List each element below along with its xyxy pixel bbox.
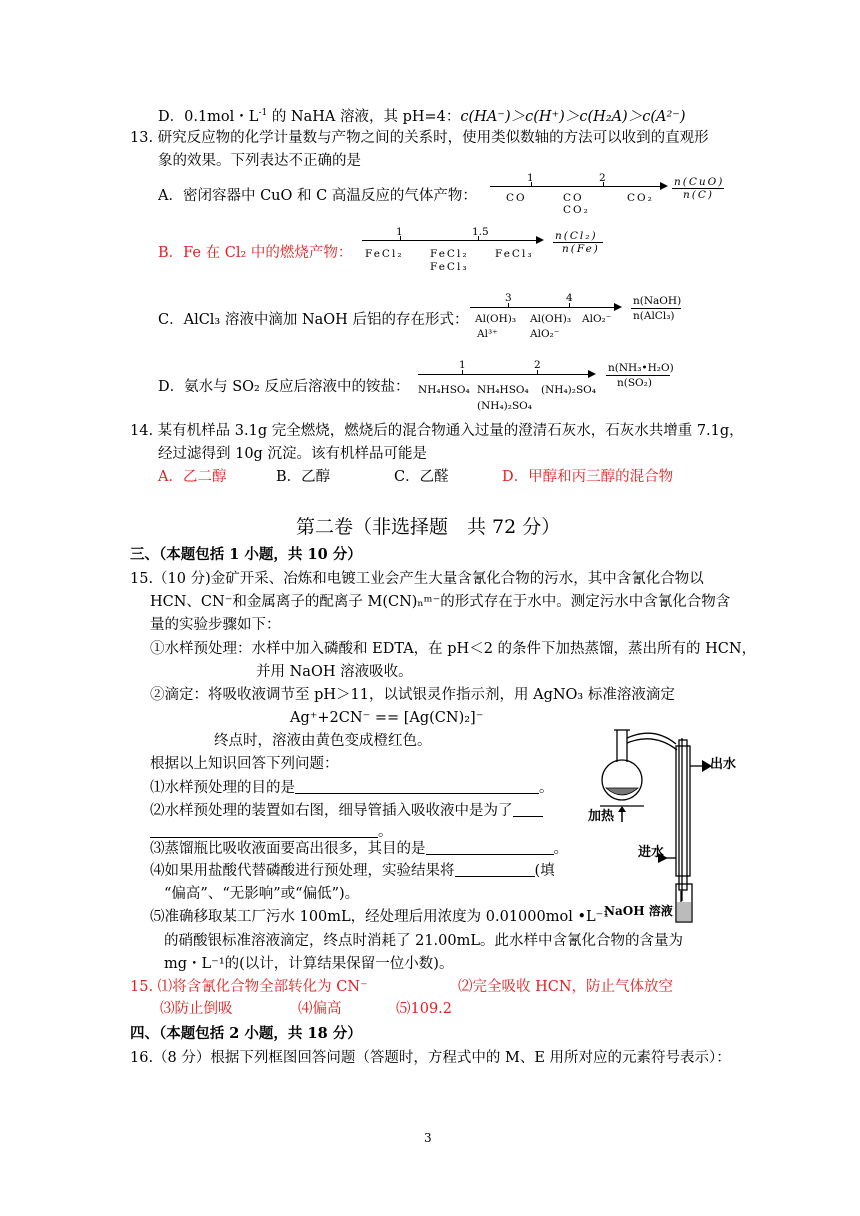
q13c-region-1b: Al³⁺ [477, 328, 498, 340]
q15-answer-2: ⑵完全吸收 HCN，防止气体放空 [458, 979, 674, 995]
q15-sub2-cont: 。 [150, 823, 393, 841]
q13d-text: D．氨水与 SO₂ 反应后溶液中的铵盐： [158, 379, 410, 395]
q13b-tick-2: 1.5 [472, 226, 489, 238]
q15-step1: ①水样预处理：水样中加入磷酸和 EDTA，在 pH＜2 的条件下加热蒸馏，蒸出所有的 HCN， [150, 641, 757, 657]
q15-sub3: ⑶蒸馏瓶比吸收液面要高出很多，其目的是 。 [150, 841, 568, 857]
q13b-ratio-bottom: n(Fe) [562, 243, 600, 255]
q14-line1: 14. 某有机样品 3.1g 完全燃烧，燃烧后的混合物通入过量的澄清石灰水，石灰水共增重 7.1g， [130, 423, 744, 439]
q15-sub5-cont1: 的硝酸银标准溶液滴定，终点时消耗了 21.00mL。此水样中含氰化合物的含量为 [164, 933, 683, 949]
q13d-region-3: (NH₄)₂SO₄ [541, 384, 596, 396]
q13-line1: 13. 研究反应物的化学计量数与产物之间的关系时，使用类似数轴的方法可以收到的直观形 [130, 130, 709, 146]
q15-sub1-blank[interactable] [295, 779, 539, 794]
part2-title: 第二卷（非选择题 共 72 分） [296, 516, 561, 538]
q13a-region-3: CO₂ [627, 192, 654, 204]
q13a-text: A．密闭容器中 CuO 和 C 高温反应的气体产物： [158, 188, 477, 204]
q13c-region-1a: Al(OH)₃ [475, 313, 517, 325]
q13d-region-1: NH₄HSO₄ [418, 384, 470, 396]
q13d-tick-2: 2 [534, 359, 541, 371]
q15-answer-5: ⑸109.2 [396, 1001, 453, 1017]
q13c-tick-1: 3 [505, 292, 512, 304]
q14-option-c: C．乙醛 [394, 469, 449, 485]
page-number: 3 [424, 1131, 432, 1145]
q13b-ratio-top: n(Cl₂) [555, 230, 598, 242]
q12-option-d [158, 104, 686, 126]
q15-sub4: ⑷如果用盐酸代替磷酸进行预处理，实验结果将 (填 [150, 863, 555, 879]
q13d-ratio-top: n(NH₃•H₂O) [608, 362, 674, 374]
figure-label-heat: 加热 [588, 809, 615, 824]
q13c-region-2b: AlO₂⁻ [530, 328, 560, 340]
q13a-tick-1: 1 [527, 172, 534, 184]
q15-step2: ②滴定：将吸收液调节至 pH＞11，以试银灵作指示剂，用 AgNO₃ 标准溶液滴定 [150, 687, 675, 703]
q15-endpoint: 终点时，溶液由黄色变成橙红色。 [214, 733, 432, 749]
q15-sub4-text: ⑷如果用盐酸代替磷酸进行预处理，实验结果将 [150, 863, 455, 879]
q15-equation: Ag⁺+2CN⁻ == [Ag(CN)₂]⁻ [290, 710, 484, 726]
q13c-region-2a: Al(OH)₃ [530, 313, 572, 325]
q13b-region-1: FeCl₂ [365, 248, 404, 260]
q15-sub4-cont: “偏高”、“无影响”或“偏低”)。 [164, 886, 360, 902]
section3-title: 三、（本题包括 1 小题，共 10 分） [130, 546, 362, 563]
q12d-prefix: D．0.1mol・L [158, 109, 259, 125]
q15-sub2 [150, 802, 543, 820]
q13a-region-1: CO [506, 192, 527, 204]
q15-answer-1: 15. ⑴将含氰化合物全部转化为 CN⁻ [130, 979, 368, 995]
q15-sub3-blank[interactable] [426, 840, 554, 855]
q14-option-b: B．乙醇 [276, 469, 331, 485]
figure-label-water-in: 进水 [638, 845, 665, 860]
q15-sub5-cont2: mg・L⁻¹的(以计，计算结果保留一位小数)。 [164, 956, 454, 972]
q16-line1: 16.（8 分）根据下列框图回答问题（答题时，方程式中的 M、E 用所对应的元素符号表示）： [130, 1050, 731, 1066]
q13d-ratio-bottom: n(SO₂) [617, 377, 652, 389]
q13a-ratio-bottom: n(C) [683, 189, 714, 201]
q13c-tick-2: 4 [566, 292, 573, 304]
q15-sub3-text: ⑶蒸馏瓶比吸收液面要高出很多，其目的是 [150, 841, 426, 857]
q15-sub4-blank[interactable] [455, 862, 535, 877]
section4-title: 四、（本题包括 2 小题，共 18 分） [130, 1025, 362, 1042]
q15-sub5: ⑸准确移取某工厂污水 100mL，经处理后用浓度为 0.01000mol •L⁻¹ [150, 909, 610, 925]
q13a-ratio-top: n(CuO) [674, 176, 725, 188]
q15-sub2-text: ⑵水样预处理的装置如右图，细导管插入吸收液中是为了 [150, 803, 513, 819]
q12d-unit-sup: -1 [258, 108, 268, 118]
q14-line2: 经过滤得到 10g 沉淀。该有机样品可能是 [158, 446, 427, 462]
q15-line3: 量的实验步骤如下： [150, 617, 281, 633]
q15-answer-3: ⑶防止倒吸 [160, 1001, 233, 1017]
q14-option-a: A．乙二醇 [158, 469, 227, 485]
q15-sub1-text: ⑴水样预处理的目的是 [150, 780, 295, 796]
q13a-region-2b: CO₂ [563, 204, 590, 216]
q15-sub2-blank-b[interactable] [150, 823, 378, 838]
q15-prompt: 根据以上知识回答下列问题： [150, 756, 339, 772]
q13b-region-3: FeCl₃ [495, 248, 534, 260]
q13d-region-2b: (NH₄)₂SO₄ [477, 400, 532, 412]
q13b-tick-1: 1 [396, 226, 403, 238]
q13b-region-2b: FeCl₃ [430, 261, 469, 273]
q15-line1: 15.（10 分)金矿开采、冶炼和电镀工业会产生大量含氰化合物的污水，其中含氰化合物以 [130, 571, 704, 587]
q13c-text: C．AlCl₃ 溶液中滴加 NaOH 后铝的存在形式： [158, 312, 469, 328]
q15-line2: HCN、CN⁻和金属离子的配离子 M(CN)ₙᵐ⁻的形式存在于水中。测定污水中含氰化合物含 [150, 594, 731, 610]
q15-sub1: ⑴水样预处理的目的是 。 [150, 780, 554, 796]
q13a-region-2a: CO [563, 192, 584, 204]
q15-sub2-blank-a[interactable] [513, 802, 543, 817]
q15-answer-4: ⑷偏高 [298, 1001, 342, 1017]
q12d-mid: 的 NaHA 溶液，其 pH=4： [267, 109, 461, 125]
q13c-ratio-top: n(NaOH) [633, 295, 682, 307]
figure-label-naoh: NaOH 溶液 [604, 904, 673, 918]
q13d-tick-1: 1 [459, 359, 466, 371]
q15-step1-cont: 并用 NaOH 溶液吸收。 [256, 664, 413, 680]
q13d-region-2a: NH₄HSO₄ [477, 384, 529, 396]
q12d-expression: c(HA⁻)＞c(H⁺)＞c(H₂A)＞c(A²⁻) [460, 109, 686, 125]
figure-label-water-out: 出水 [710, 757, 737, 772]
q13-line2: 象的效果。下列表达不正确的是 [158, 153, 361, 169]
q13c-ratio-bottom: n(AlCl₃) [633, 310, 675, 322]
q13b-text: B．Fe 在 Cl₂ 中的燃烧产物： [158, 245, 353, 261]
q13c-region-3: AlO₂⁻ [582, 313, 612, 325]
q14-option-d: D．甲醇和丙三醇的混合物 [502, 469, 674, 485]
q13a-tick-2: 2 [599, 172, 606, 184]
q13b-region-2a: FeCl₂ [430, 248, 469, 260]
